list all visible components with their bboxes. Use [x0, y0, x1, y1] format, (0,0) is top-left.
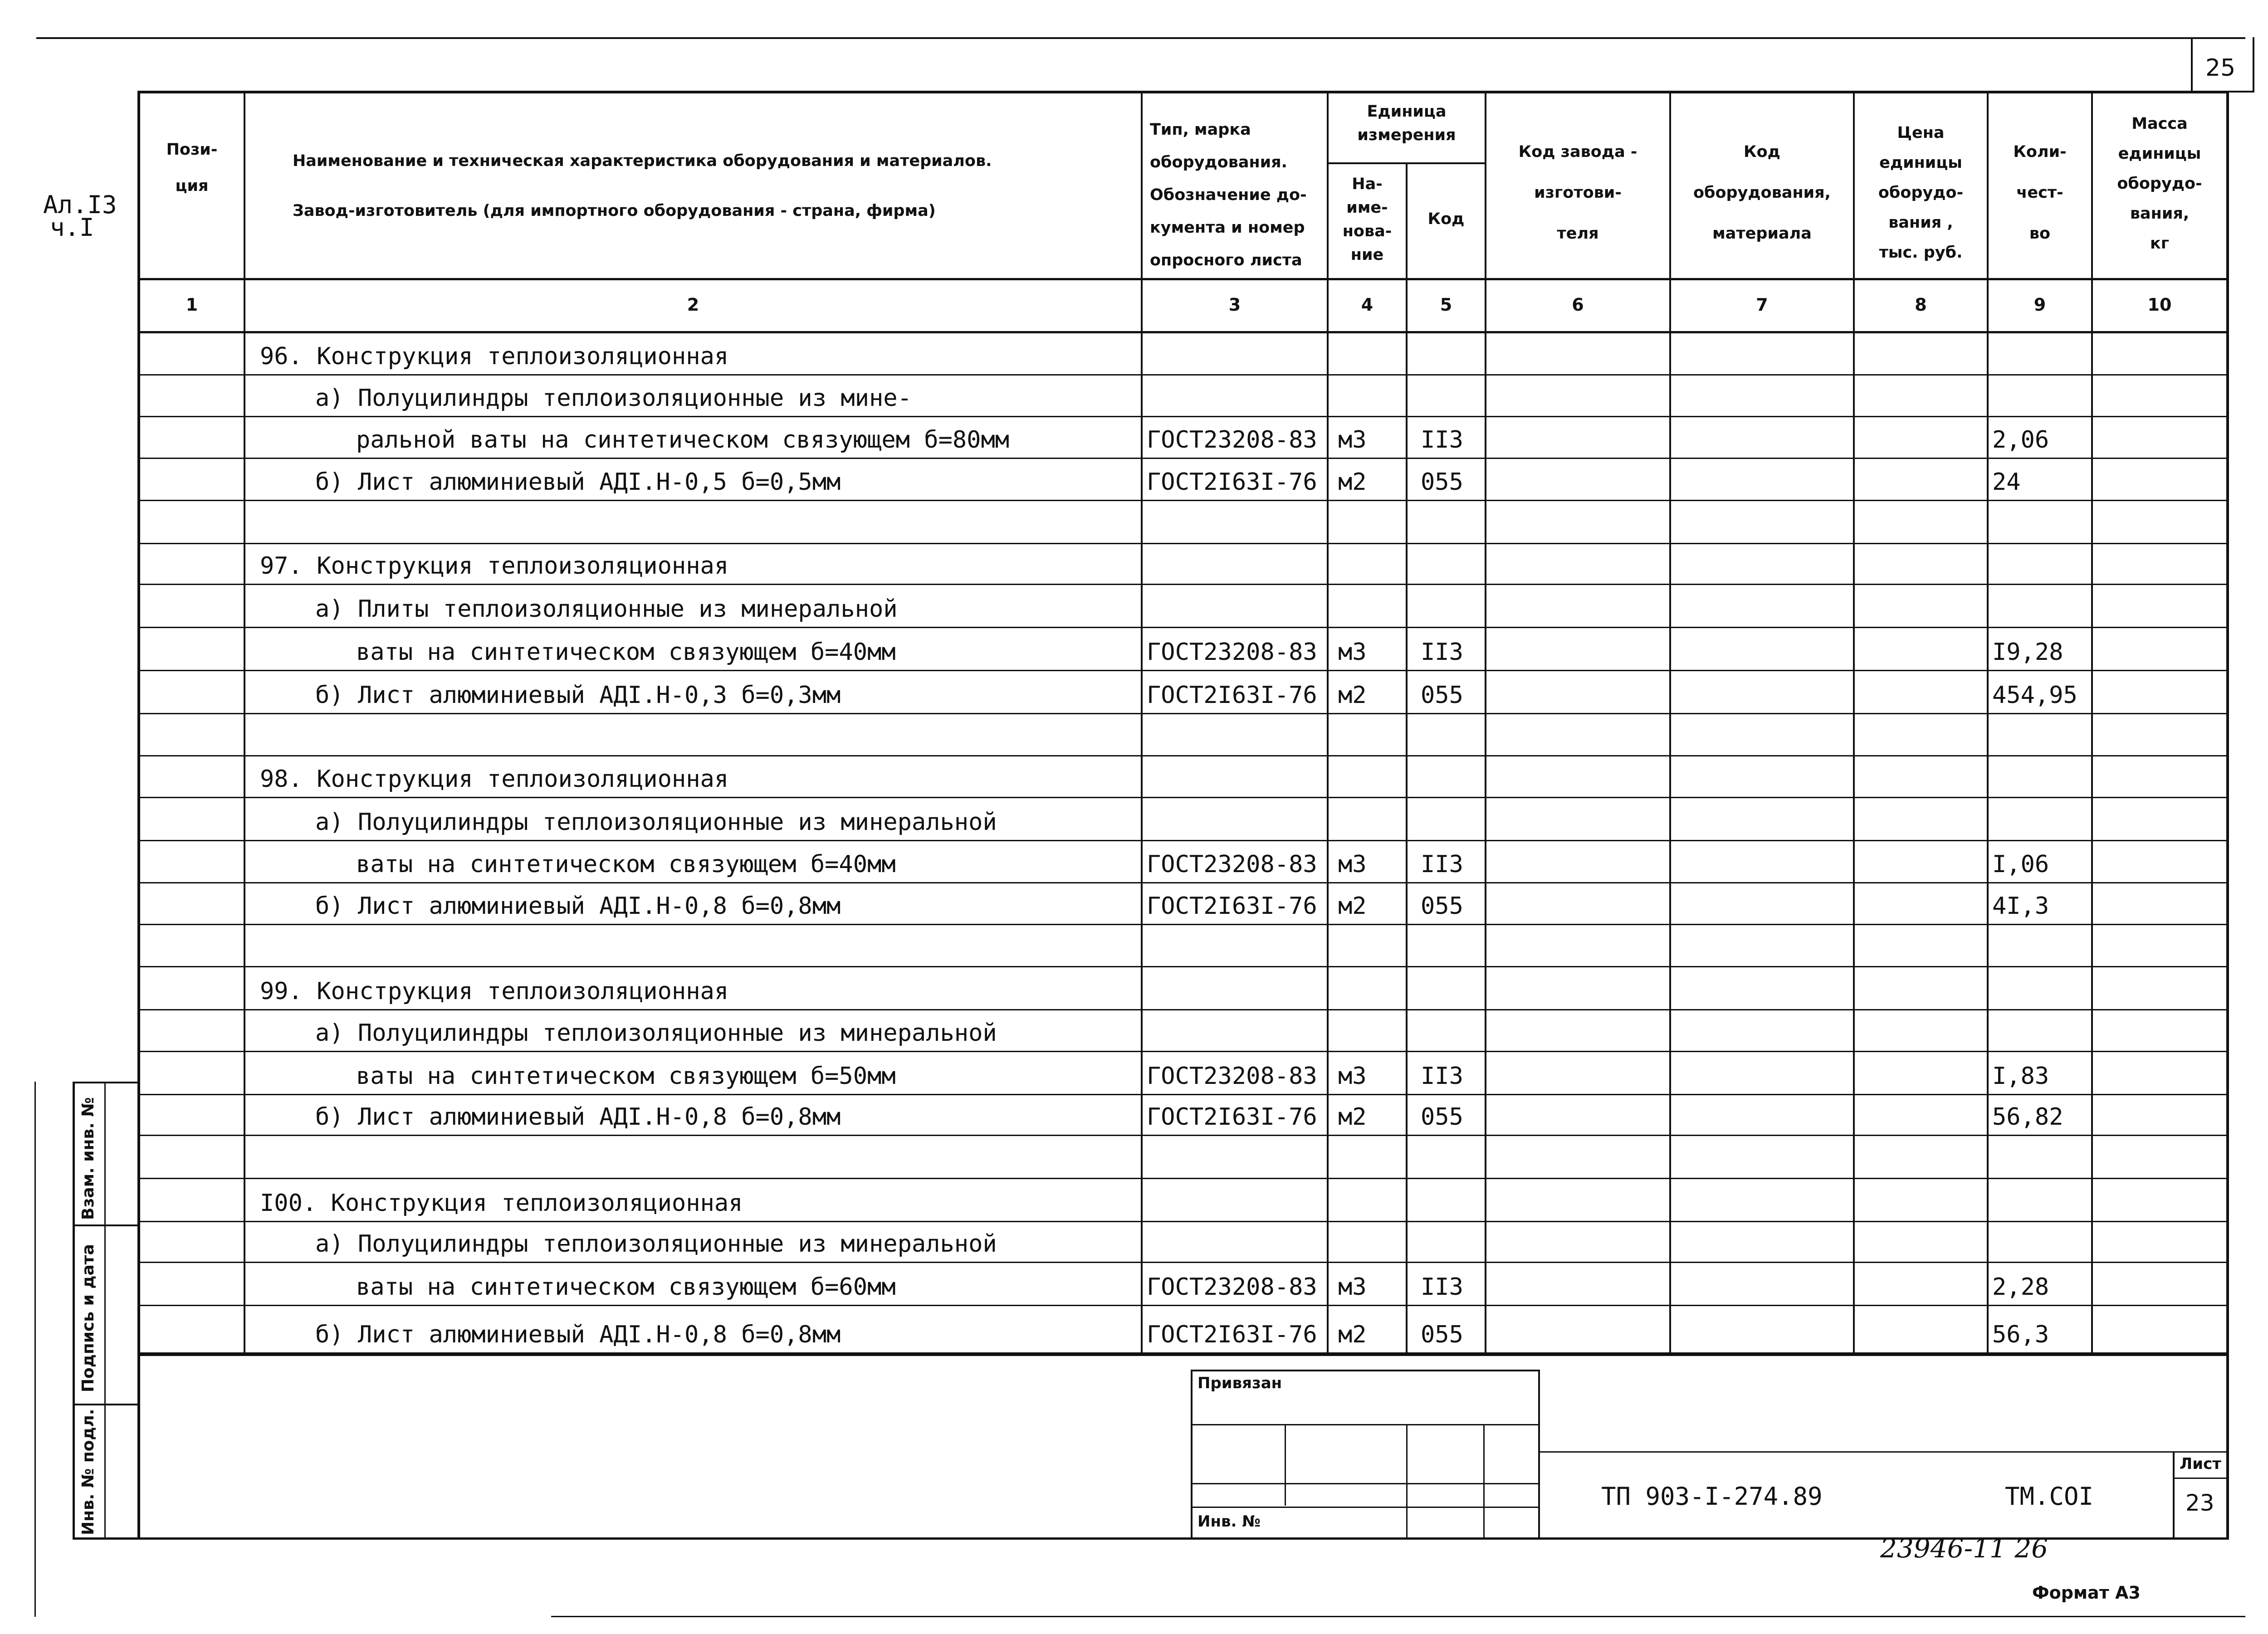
- row-code: II3: [1421, 1063, 1463, 1090]
- row-line: [137, 1178, 2229, 1179]
- row-doc: ГОСТ23208-83: [1147, 851, 1317, 878]
- row-qty: I,83: [1992, 1063, 2049, 1090]
- unit-subheader-line: [1327, 162, 1486, 164]
- title-strip-top: [1540, 1451, 2229, 1453]
- colnum-3: 3: [1228, 295, 1241, 315]
- privyazan-line3: [1191, 1507, 1540, 1508]
- col-line-1: [244, 91, 245, 1356]
- row-doc: ГОСТ23208-83: [1147, 1063, 1317, 1090]
- header-col7: Код оборудования, материала: [1693, 143, 1831, 243]
- top-border: [36, 37, 2245, 39]
- row-doc: ГОСТ2I63I-76: [1147, 1103, 1317, 1131]
- row-doc: ГОСТ2I63I-76: [1147, 1321, 1317, 1348]
- side-stamp-div1: [73, 1224, 140, 1226]
- doc-mark: ТМ.СОI: [2005, 1482, 2094, 1511]
- row-unit: м3: [1338, 1063, 1367, 1090]
- row-qty: 24: [1992, 468, 2021, 496]
- row-unit: м2: [1338, 893, 1367, 920]
- row-doc: ГОСТ2I63I-76: [1147, 893, 1317, 920]
- col-line-4: [1406, 163, 1408, 1356]
- row-line: [137, 1135, 2229, 1136]
- row-name: б) Лист алюминиевый АДI.Н-0,8 б=0,8мм: [315, 1103, 841, 1131]
- row-code: 055: [1421, 893, 1463, 920]
- row-line: [137, 543, 2229, 544]
- side-stamp-div2: [73, 1404, 140, 1405]
- frame-bottom-right: [2226, 1354, 2229, 1540]
- privyazan-col3: [1483, 1424, 1485, 1540]
- row-name: ваты на синтетическом связующем б=40мм: [356, 851, 896, 878]
- header-bottom-line: [137, 278, 2229, 280]
- sheet-box-left: [2173, 1451, 2175, 1540]
- row-line: [137, 924, 2229, 925]
- colnum-2: 2: [687, 295, 699, 315]
- row-line: [137, 1262, 2229, 1263]
- colnum-5: 5: [1440, 295, 1452, 315]
- page-number-box-right: [2253, 37, 2254, 91]
- margin-note-line2: ч.I: [50, 213, 94, 242]
- page-number-box-left: [2191, 39, 2193, 93]
- colnum-8: 8: [1915, 295, 1927, 315]
- data-bottom-line: [137, 1354, 2229, 1356]
- row-doc: ГОСТ23208-83: [1147, 639, 1317, 666]
- row-name: а) Полуцилиндры теплоизоляционные из мине-: [315, 385, 912, 412]
- row-qty: 56,82: [1992, 1103, 2063, 1131]
- side-podpis-label: Подпись и дата: [79, 1244, 98, 1392]
- row-doc: ГОСТ2I63I-76: [1147, 468, 1317, 496]
- privyazan-col2: [1406, 1424, 1408, 1540]
- row-code: II3: [1421, 1273, 1463, 1301]
- privyazan-line1: [1191, 1424, 1540, 1425]
- colnum-9: 9: [2033, 295, 2046, 315]
- colnum-1: 1: [186, 295, 198, 315]
- sheet-box-mid: [2173, 1478, 2229, 1479]
- privyazan-label: Привязан: [1198, 1374, 1282, 1392]
- header-col2: Наименование и техническая характеристика оборудования и материалов. Завод-изготовитель (для импортного оборудования - страна, фирма): [293, 152, 992, 220]
- row-line: [137, 755, 2229, 756]
- header-col3: Тип, марка оборудования. Обозначение до- кумента и номер опросного листа: [1150, 121, 1307, 269]
- colnum-10: 10: [2147, 295, 2172, 315]
- page-number: 25: [2205, 54, 2236, 82]
- row-line: [137, 1051, 2229, 1052]
- privyazan-top: [1191, 1370, 1540, 1371]
- colnum-bottom-line: [137, 331, 2229, 333]
- row-unit: м3: [1338, 426, 1367, 454]
- row-name: 96. Конструкция теплоизоляционная: [260, 343, 729, 370]
- header-col8: Цена единицы оборудо- вания , тыс. руб.: [1878, 124, 1964, 262]
- side-inv-label: Инв. № подл.: [79, 1409, 98, 1535]
- row-qty: I,06: [1992, 851, 2049, 878]
- row-qty: 454,95: [1992, 682, 2077, 709]
- colnum-7: 7: [1756, 295, 1768, 315]
- colnum-4: 4: [1361, 295, 1374, 315]
- row-name: I00. Конструкция теплоизоляционная: [260, 1190, 743, 1217]
- side-stamp-inner: [104, 1082, 106, 1540]
- row-line: [137, 374, 2229, 376]
- row-code: II3: [1421, 851, 1463, 878]
- row-unit: м2: [1338, 1103, 1367, 1131]
- side-stamp-top: [73, 1082, 140, 1083]
- col-line-5: [1485, 91, 1486, 1356]
- side-stamp-left: [73, 1082, 75, 1540]
- row-unit: м3: [1338, 1273, 1367, 1301]
- row-name: а) Полуцилиндры теплоизоляционные из минеральной: [315, 809, 997, 836]
- row-qty: 4I,3: [1992, 893, 2049, 920]
- row-name: ваты на синтетическом связующем б=40мм: [356, 639, 896, 666]
- header-col4: На- име- нова- ние: [1342, 175, 1392, 264]
- row-doc: ГОСТ23208-83: [1147, 1273, 1317, 1301]
- table-top-border: [137, 91, 2229, 93]
- row-unit: м2: [1338, 468, 1367, 496]
- left-edge-line: [34, 1082, 36, 1617]
- side-vzam-label: Взам. инв. №: [79, 1097, 98, 1220]
- margin-note-line1: Ал.I3: [43, 190, 117, 219]
- format-label: Формат А3: [2032, 1583, 2141, 1603]
- doc-code: ТП 903-I-274.89: [1601, 1482, 1823, 1511]
- row-line: [137, 713, 2229, 714]
- row-unit: м3: [1338, 851, 1367, 878]
- row-line: [137, 500, 2229, 501]
- row-qty: 56,3: [1992, 1321, 2049, 1348]
- row-code: 055: [1421, 1321, 1463, 1348]
- privyazan-left: [1191, 1370, 1193, 1540]
- sheet-label: Лист: [2180, 1455, 2221, 1473]
- privyazan-col1: [1285, 1424, 1286, 1506]
- row-name: ваты на синтетическом связующем б=60мм: [356, 1273, 896, 1301]
- colnum-6: 6: [1572, 295, 1584, 315]
- row-name: 99. Конструкция теплоизоляционная: [260, 978, 729, 1005]
- row-line: [137, 670, 2229, 671]
- row-line: [137, 584, 2229, 585]
- table-right-border: [2226, 91, 2229, 1361]
- row-line: [137, 416, 2229, 417]
- row-line: [137, 1221, 2229, 1222]
- row-unit: м3: [1338, 639, 1367, 666]
- row-code: 055: [1421, 468, 1463, 496]
- row-line: [137, 840, 2229, 841]
- row-line: [137, 966, 2229, 967]
- row-name: ваты на синтетическом связующем б=50мм: [356, 1063, 896, 1090]
- row-name: б) Лист алюминиевый АДI.Н-0,3 б=0,3мм: [315, 682, 841, 709]
- row-unit: м2: [1338, 682, 1367, 709]
- row-doc: ГОСТ23208-83: [1147, 426, 1317, 454]
- row-name: 98. Конструкция теплоизоляционная: [260, 766, 729, 793]
- col-line-2: [1141, 91, 1143, 1356]
- row-doc: ГОСТ2I63I-76: [1147, 682, 1317, 709]
- row-code: II3: [1421, 639, 1463, 666]
- header-col10: Масса единицы оборудо- вания, кг: [2117, 115, 2202, 253]
- row-qty: 2,06: [1992, 426, 2049, 454]
- col-line-7: [1853, 91, 1855, 1356]
- header-unit-group: Единица измерения: [1357, 102, 1456, 144]
- privyazan-right: [1538, 1370, 1540, 1540]
- row-name: а) Полуцилиндры теплоизоляционные из минеральной: [315, 1230, 997, 1258]
- row-qty: I9,28: [1992, 639, 2063, 666]
- row-code: 055: [1421, 682, 1463, 709]
- row-line: [137, 1305, 2229, 1306]
- row-name: а) Плиты теплоизоляционные из минеральной: [315, 595, 898, 623]
- row-line: [137, 627, 2229, 628]
- row-code: II3: [1421, 426, 1463, 454]
- row-line: [137, 458, 2229, 459]
- inv-no-label: Инв. №: [1198, 1512, 1261, 1531]
- col-line-9: [2091, 91, 2093, 1356]
- header-col5: Код: [1427, 210, 1465, 228]
- sheet-number: 23: [2185, 1490, 2214, 1516]
- header-col9: Коли- чест- во: [2013, 143, 2067, 243]
- row-line: [137, 1094, 2229, 1095]
- row-name: а) Полуцилиндры теплоизоляционные из минеральной: [315, 1019, 997, 1047]
- row-name: б) Лист алюминиевый АДI.Н-0,8 б=0,8мм: [315, 893, 841, 920]
- row-name: б) Лист алюминиевый АДI.Н-0,5 б=0,5мм: [315, 468, 841, 496]
- row-line: [137, 797, 2229, 798]
- outer-bottom-line: [551, 1616, 2245, 1617]
- row-unit: м2: [1338, 1321, 1367, 1348]
- row-line: [137, 1009, 2229, 1010]
- row-qty: 2,28: [1992, 1273, 2049, 1301]
- header-col1: Пози- ция: [166, 141, 218, 195]
- row-line: [137, 882, 2229, 883]
- row-code: 055: [1421, 1103, 1463, 1131]
- header-col6: Код завода - изготови- теля: [1518, 143, 1637, 243]
- privyazan-line2: [1191, 1483, 1540, 1484]
- col-line-8: [1987, 91, 1989, 1356]
- row-name: б) Лист алюминиевый АДI.Н-0,8 б=0,8мм: [315, 1321, 841, 1348]
- col-line-3: [1327, 91, 1329, 1356]
- col-line-6: [1669, 91, 1671, 1356]
- handwritten-number: 23946-11 26: [1880, 1533, 2048, 1564]
- row-name: 97. Конструкция теплоизоляционная: [260, 552, 729, 580]
- row-name: ральной ваты на синтетическом связующем б=80мм: [356, 426, 1010, 454]
